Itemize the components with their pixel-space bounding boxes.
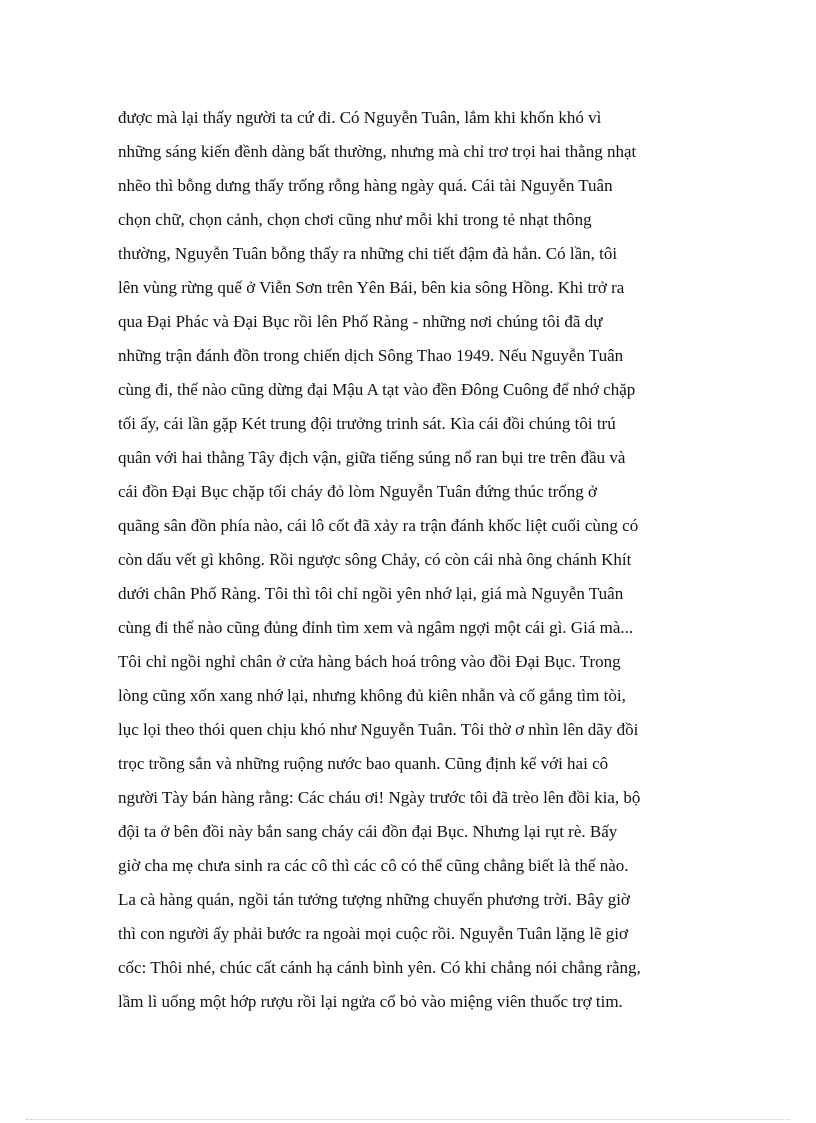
- text-line: cốc: Thôi nhé, chúc cất cánh hạ cánh bình yên. Có khi chẳng nói chẳng rằng,: [118, 958, 641, 977]
- text-line: lòng cũng xốn xang nhớ lại, nhưng không đủ kiên nhẫn và cố gắng tìm tòi,: [118, 686, 626, 705]
- text-line: lầm lì uống một hớp rượu rồi lại ngửa cổ bỏ vào miệng viên thuốc trợ tim.: [118, 992, 623, 1011]
- text-line: những trận đánh đồn trong chiến dịch Sông Thao 1949. Nếu Nguyễn Tuân: [118, 346, 624, 365]
- text-line: giờ cha mẹ chưa sinh ra các cô thì các cô có thể cũng chẳng biết là thế nào.: [118, 856, 629, 875]
- text-line: La cà hàng quán, ngồi tán tưởng tượng những chuyến phương trời. Bây giờ: [118, 890, 630, 909]
- page-bottom-divider: [26, 1119, 790, 1120]
- text-line: Tôi chỉ ngồi nghỉ chân ở cửa hàng bách hoá trông vào đồi Đại Bục. Trong: [118, 652, 621, 671]
- text-line: dưới chân Phố Ràng. Tôi thì tôi chỉ ngồi yên nhớ lại, giá mà Nguyễn Tuân: [118, 584, 624, 603]
- text-line: qua Đại Phác và Đại Bục rồi lên Phố Ràng - những nơi chúng tôi đã dự: [118, 312, 603, 331]
- text-line: được mà lại thấy người ta cứ đi. Có Nguyễn Tuân, lắm khi khốn khó vì: [118, 108, 602, 127]
- text-line: nhẽo thì bỗng dưng thấy trống rỗng hàng ngày quá. Cái tài Nguyễn Tuân: [118, 176, 613, 195]
- text-line: quân với hai thằng Tây địch vận, giữa tiếng súng nổ ran bụi tre trên đầu và: [118, 448, 626, 467]
- text-line: tối ấy, cái lần gặp Két trung đội trưởng trinh sát. Kìa cái đồi chúng tôi trú: [118, 414, 616, 433]
- text-line: chọn chữ, chọn cảnh, chọn chơi cũng như mỗi khi trong tẻ nhạt thông: [118, 210, 592, 229]
- text-line: trọc trồng sắn và những ruộng nước bao quanh. Cũng định kể với hai cô: [118, 754, 609, 773]
- text-line: lục lọi theo thói quen chịu khó như Nguyễn Tuân. Tôi thờ ơ nhìn lên dãy đồi: [118, 720, 639, 739]
- text-line: cùng đi thế nào cũng đủng đỉnh tìm xem và ngâm ngợi một cái gì. Giá mà...: [118, 618, 634, 637]
- text-line: người Tày bán hàng rằng: Các cháu ơi! Ngày trước tôi đã trèo lên đồi kia, bộ: [118, 788, 641, 807]
- body-text: [118, 101, 718, 1019]
- text-line: còn dấu vết gì không. Rồi ngược sông Chảy, có còn cái nhà ông chánh Khít: [118, 550, 632, 569]
- text-line: thì con người ấy phải bước ra ngoài mọi cuộc rồi. Nguyễn Tuân lặng lẽ giơ: [118, 924, 628, 943]
- text-line: cái đồn Đại Bục chặp tối cháy đỏ lòm Nguyễn Tuân đứng thúc trống ở: [118, 482, 598, 501]
- text-line: những sáng kiến đềnh dàng bất thường, nhưng mà chỉ trơ trọi hai thằng nhạt: [118, 142, 637, 161]
- text-line: quãng sân đồn phía nào, cái lô cốt đã xảy ra trận đánh khốc liệt cuối cùng có: [118, 516, 639, 535]
- text-line: lên vùng rừng quế ở Viễn Sơn trên Yên Bái, bên kia sông Hồng. Khi trở ra: [118, 278, 625, 297]
- text-line: đội ta ở bên đồi này bắn sang cháy cái đồn đại Bục. Nhưng lại rụt rè. Bấy: [118, 822, 618, 841]
- text-line: cùng đi, thế nào cũng dừng đại Mậu A tạt vào đền Đông Cuông để nhớ chặp: [118, 380, 636, 399]
- text-line: thường, Nguyễn Tuân bỗng thấy ra những chi tiết đậm đà hẳn. Có lần, tôi: [118, 244, 618, 263]
